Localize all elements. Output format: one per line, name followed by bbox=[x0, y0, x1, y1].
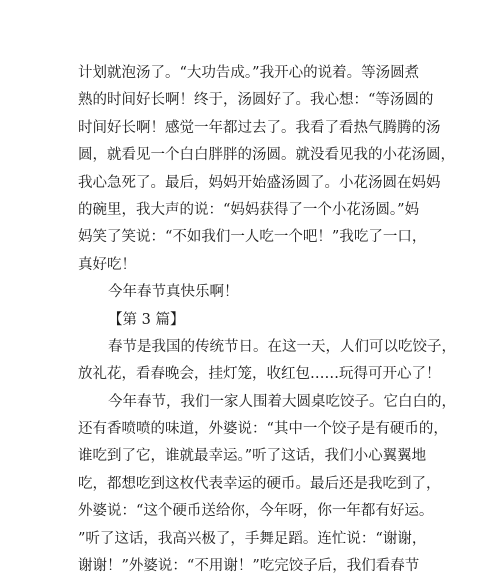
text-line: 吃，都想吃到这枚代表幸运的硬币。最后还是我吃到了， bbox=[78, 475, 441, 492]
text-line: ”听了这话，我高兴极了，手舞足蹈。连忙说：“谢谢， bbox=[78, 530, 427, 547]
text-line: 计划就泡汤了。“大功告成。”我开心的说着。等汤圆煮 bbox=[78, 65, 420, 81]
text-line: 还有香喷喷的味道，外婆说：“其中一个饺子是有硬币的， bbox=[78, 421, 448, 438]
text-line: 我心急死了。最后，妈妈开始盛汤圆了。小花汤圆在妈妈 bbox=[78, 174, 441, 191]
text-line: 真好吃！ bbox=[78, 256, 136, 273]
text-line: 的碗里，我大声的说：“妈妈获得了一个小花汤圆。”妈 bbox=[78, 201, 420, 218]
text-line: 谁吃到了它，谁就最幸运。”听了这话，我们小心翼翼地 bbox=[78, 448, 427, 465]
text-line: 今年春节，我们一家人围着大圆桌吃饺子。它白白的， bbox=[108, 393, 456, 410]
text-line: 外婆说：“这个硬币送给你，今年呀，你一年都有好运。 bbox=[78, 503, 434, 520]
text-line: 【第 3 篇】 bbox=[108, 311, 185, 328]
text-line: 妈笑了笑说：“不如我们一人吃一个吧！”我吃了一口， bbox=[78, 229, 427, 246]
text-line: 今年春节真快乐啊！ bbox=[108, 284, 239, 301]
document-body bbox=[78, 60, 456, 580]
text-line: 熟的时间好长啊！终于，汤圆好了。我心想：“等汤圆的 bbox=[78, 92, 434, 109]
text-line: 圆，就看见一个白白胖胖的汤圆。就没看见我的小花汤圆， bbox=[78, 147, 455, 164]
text-line: 春节是我国的传统节日。在这一天，人们可以吃饺子， bbox=[108, 338, 456, 355]
text-line: 时间好长啊！感觉一年都过去了。我看了看热气腾腾的汤 bbox=[78, 119, 441, 136]
text-line: 放礼花，看春晚会，挂灯笼，收红包……玩得可开心了！ bbox=[78, 366, 441, 383]
text-line: 谢谢！”外婆说：“不用谢！”吃完饺子后，我们看春节 bbox=[78, 558, 420, 575]
